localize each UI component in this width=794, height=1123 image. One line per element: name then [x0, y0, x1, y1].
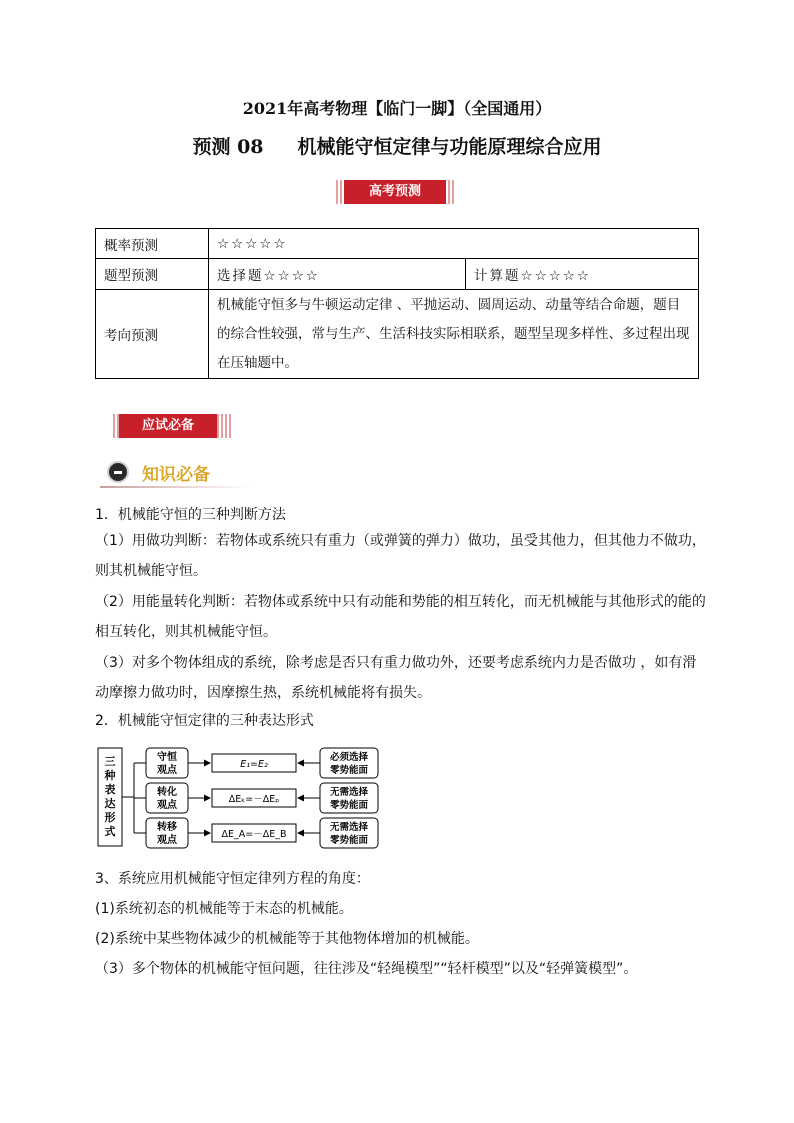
- diagram-view-label: 观点: [157, 800, 177, 811]
- diagram-root-char: 种: [104, 769, 116, 782]
- expression-diagram: [96, 742, 386, 854]
- diagram-formula: ΔEₖ=－ΔEₚ: [228, 794, 280, 805]
- section-3-para-3: （3）多个物体的机械能守恒问题，往往涉及“轻绳模型”“轻杆模型”以及“轻弹簧模型”。: [95, 961, 638, 977]
- diagram-view-label: 观点: [157, 765, 177, 776]
- section-1-para-2: （2）用能量转化判断：若物体或系统中只有动能和势能的相互转化，而无机械能与其他形式的能的相互转化，则其机械能守恒。: [95, 594, 706, 640]
- diagram-formula: E₁=E₂: [240, 759, 268, 770]
- section-1-heading: 1．机械能守恒的三种判断方法: [95, 507, 286, 523]
- banner-preparation-label: 应试必备: [141, 418, 194, 433]
- banner-prediction: [336, 180, 454, 204]
- table-label-probability: 概率预测: [96, 229, 209, 259]
- table-value-probability: ☆☆☆☆☆: [209, 229, 699, 259]
- section-one-icon: [107, 461, 129, 483]
- diagram-formula: ΔE_A=－ΔE_B: [221, 829, 287, 840]
- table-value-choice: 选择题☆☆☆☆: [209, 259, 466, 290]
- diagram-view-label: 守恒: [157, 752, 177, 763]
- knowledge-title: 知识必备: [142, 465, 210, 485]
- diagram-root-char: 式: [104, 825, 116, 838]
- diagram-note-label: 零势能面: [329, 800, 369, 811]
- section-3-heading: 3、系统应用机械能守恒定律列方程的角度：: [95, 871, 370, 887]
- prediction-table: [95, 228, 699, 379]
- table-value-direction: 机械能守恒多与牛顿运动定律 、平抛运动、圆周运动、动量等结合命题，题目的综合性较强，常与生产、生活科技实际相联系，题型呈现多样性、多过程出现在压轴题中。: [209, 290, 699, 379]
- diagram-note-label: 无需选择: [329, 822, 369, 833]
- banner-prediction-label: 高考预测: [368, 184, 421, 199]
- document-subtitle: [0, 132, 794, 159]
- prediction-topic: 机械能守恒定律与功能原理综合应用: [297, 136, 602, 158]
- banner-preparation: [113, 414, 231, 438]
- diagram-note-label: 零势能面: [329, 835, 369, 846]
- knowledge-underline: [100, 486, 250, 488]
- section-1-para-3: （3）对多个物体组成的系统，除考虑是否只有重力做功外，还要考虑系统内力是否做功 ，如有滑动摩擦力做功时，因摩擦生热，系统机械能将有损失。: [95, 655, 697, 701]
- section-3-para-2: (2)系统中某些物体减少的机械能等于其他物体增加的机械能。: [95, 931, 479, 947]
- diagram-root-char: 形: [104, 811, 116, 824]
- section-3-para-1: (1)系统初态的机械能等于末态的机械能。: [95, 901, 353, 917]
- section-2-heading: 2．机械能守恒定律的三种表达形式: [95, 713, 314, 729]
- table-label-type: 题型预测: [96, 259, 209, 290]
- prediction-code: 预测 08: [192, 136, 264, 158]
- diagram-root-char: 达: [104, 797, 116, 810]
- diagram-view-label: 观点: [157, 835, 177, 846]
- section-1-para-1: （1）用做功判断：若物体或系统只有重力（或弹簧的弹力）做功，虽受其他力，但其他力不做功，则其机械能守恒。: [95, 533, 706, 579]
- document-title: 2021年高考物理【临门一脚】（全国通用）: [242, 99, 552, 118]
- diagram-note-label: 零势能面: [329, 765, 369, 776]
- diagram-view-label: 转化: [157, 787, 177, 798]
- diagram-root-char: 三: [104, 755, 116, 768]
- table-label-direction: 考向预测: [96, 290, 209, 379]
- diagram-root-char: 表: [104, 783, 116, 796]
- diagram-note-label: 必须选择: [329, 752, 369, 763]
- diagram-note-label: 无需选择: [329, 787, 369, 798]
- table-value-calc: 计算题☆☆☆☆☆: [466, 259, 699, 290]
- diagram-view-label: 转移: [157, 822, 177, 833]
